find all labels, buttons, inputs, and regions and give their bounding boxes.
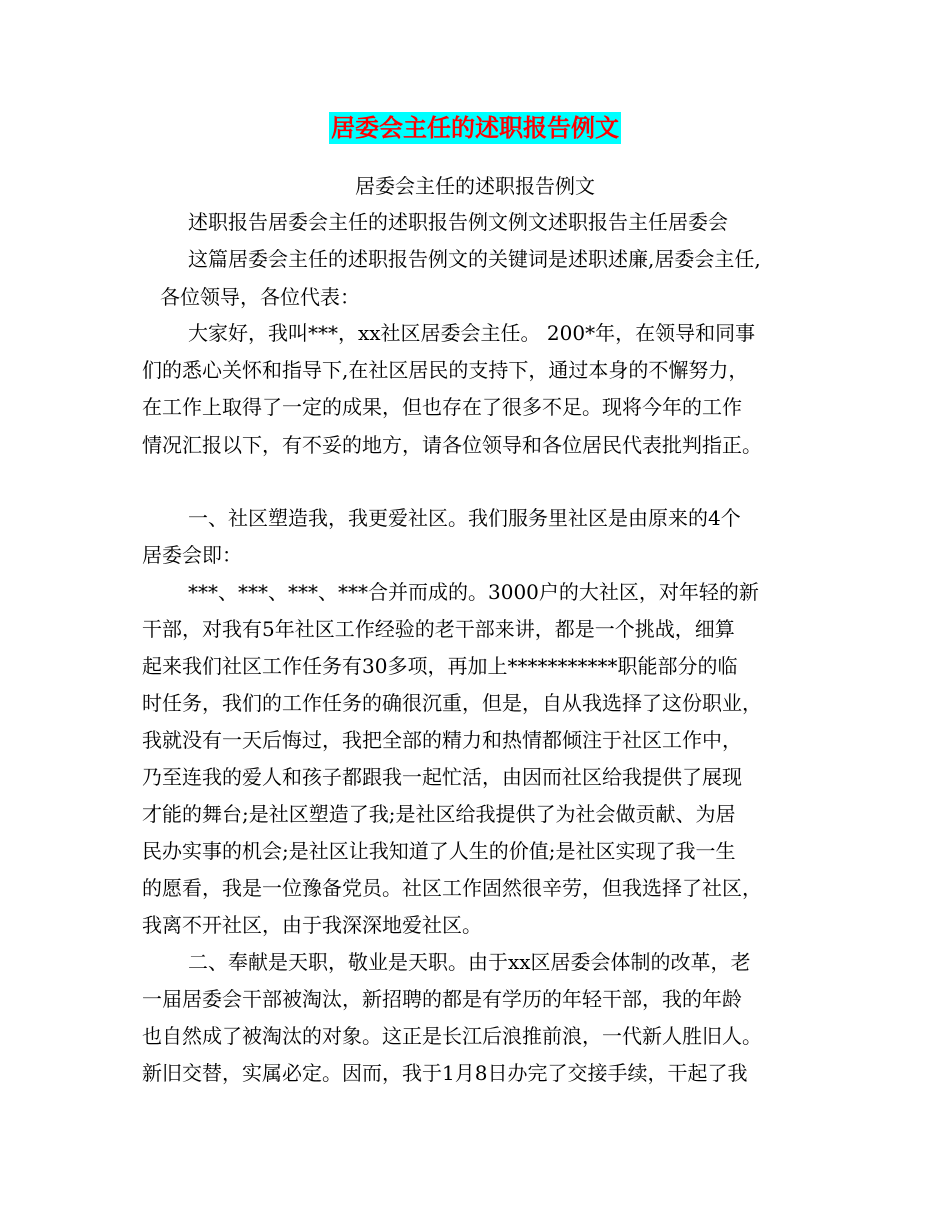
paragraph-line: 新旧交替，实属必定。因而，我于1月8日办完了交接手续，干起了我	[142, 1061, 748, 1085]
paragraph-line: 大家好，我叫***，xx社区居委会主任。 200*年，在领导和同事	[188, 321, 756, 345]
paragraph-line: 我离不开社区，由于我深深地爱社区。	[142, 913, 482, 937]
paragraph-line: 民办实事的机会;是社区让我知道了人生的价值;是社区实现了我一生	[142, 839, 736, 863]
paragraph-line: 这篇居委会主任的述职报告例文的关键词是述职述廉,居委会主任,	[188, 247, 761, 271]
paragraph-line: 各位领导，各位代表：	[160, 285, 360, 309]
paragraph-line: 在工作上取得了一定的成果，但也存在了很多不足。现将今年的工作	[142, 395, 742, 419]
paragraph-line: 起来我们社区工作任务有30多项，再加上***********职能部分的临	[142, 654, 738, 678]
paragraph-line: 才能的舞台;是社区塑造了我;是社区给我提供了为社会做贡献、为居	[142, 802, 736, 826]
paragraph-line: 述职报告居委会主任的述职报告例文例文述职报告主任居委会	[188, 210, 728, 234]
paragraph-line: 居委会即：	[142, 543, 242, 567]
paragraph-line: 一届居委会干部被淘汰，新招聘的都是有学历的年轻干部，我的年龄	[142, 987, 742, 1011]
paragraph-line: ***、***、***、***合并而成的。3000户的大社区，对年轻的新	[188, 580, 759, 604]
document-subtitle: 居委会主任的述职报告例文	[355, 174, 595, 198]
paragraph-line: 们的悉心关怀和指导下,在社区居民的支持下，通过本身的不懈努力，	[142, 358, 749, 382]
paragraph-line: 也自然成了被淘汰的对象。这正是长江后浪推前浪，一代新人胜旧人。	[142, 1024, 762, 1048]
paragraph-line: 的愿看，我是一位豫备党员。社区工作固然很辛劳，但我选择了社区，	[142, 876, 762, 900]
paragraph-line: 干部，对我有5年社区工作经验的老干部来讲，都是一个挑战，细算	[142, 617, 735, 641]
document-title: 居委会主任的述职报告例文	[331, 114, 619, 142]
paragraph-line: 情况汇报以下，有不妥的地方，请各位领导和各位居民代表批判指正。	[142, 433, 762, 457]
paragraph-line: 乃至连我的爱人和孩子都跟我一起忙活，由因而社区给我提供了展现	[142, 765, 742, 789]
paragraph-line: 二、奉献是天职，敬业是天职。由于xx区居委会体制的改革，老	[188, 950, 751, 974]
paragraph-line: 我就没有一天后悔过，我把全部的精力和热情都倾注于社区工作中，	[142, 728, 742, 752]
title-container	[0, 112, 950, 144]
paragraph-line: 一、社区塑造我，我更爱社区。我们服务里社区是由原来的4个	[188, 506, 741, 530]
paragraph-line: 时任务，我们的工作任务的确很沉重，但是，自从我选择了这份职业，	[142, 691, 762, 715]
